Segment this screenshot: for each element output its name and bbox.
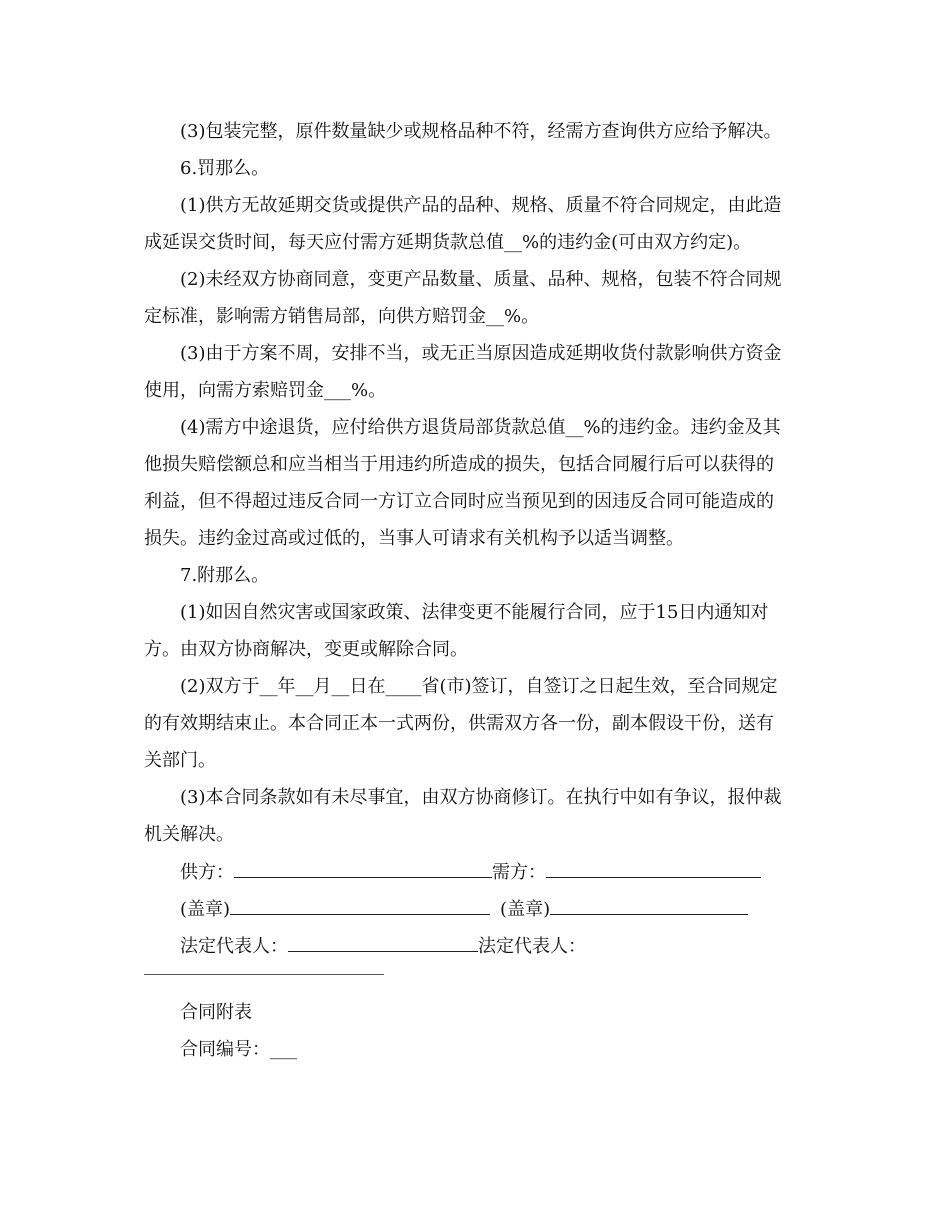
signature-row-seals — [180, 896, 748, 923]
paragraph: 成延误交货时间，每天应付需方延期货款总值__%的违约金(可由双方约定)。 — [144, 232, 752, 253]
paragraph: (3)包装完整，原件数量缺少或规格品种不符，经需方查询供方应给予解决。 — [180, 121, 782, 142]
buyer-seal-line — [550, 896, 748, 915]
seal-label-supplier: (盖章) — [180, 899, 231, 920]
buyer-signature-line — [546, 859, 761, 878]
seal-label-buyer: (盖章) — [500, 899, 551, 920]
signature-row-representatives — [180, 933, 586, 960]
supplier-signature-line — [234, 859, 492, 878]
paragraph: (2)未经双方协商同意，变更产品数量、质量、品种、规格，包装不符合同规 — [180, 269, 782, 290]
appendix-title: 合同附表 — [180, 1002, 252, 1023]
footnote-divider — [144, 974, 384, 975]
paragraph: (1)如因自然灾害或国家政策、法律变更不能履行合同，应于15日内通知对 — [180, 602, 769, 623]
section-heading: 7.附那么。 — [180, 565, 270, 586]
signature-row-parties — [180, 859, 761, 886]
paragraph: 关部门。 — [144, 750, 216, 771]
paragraph: (3)由于方案不周，安排不当，或无正当原因造成延期收货付款影响供方资金 — [180, 343, 782, 364]
buyer-label: 需方： — [492, 862, 546, 883]
contract-number: 合同编号：___ — [180, 1039, 297, 1060]
paragraph: 机关解决。 — [144, 824, 234, 845]
paragraph: 的有效期结束止。本合同正本一式两份，供需双方各一份，副本假设干份，送有 — [144, 713, 774, 734]
paragraph: 使用，向需方索赔罚金___%。 — [144, 380, 387, 401]
supplier-label: 供方： — [180, 862, 234, 883]
supplier-seal-line — [230, 896, 490, 915]
supplier-rep-line — [288, 933, 478, 952]
paragraph: 他损失赔偿额总和应当相当于用违约所造成的损失，包括合同履行后可以获得的 — [144, 454, 774, 475]
paragraph: 损失。违约金过高或过低的，当事人可请求有关机构予以适当调整。 — [144, 528, 684, 549]
paragraph: (3)本合同条款如有未尽事宜，由双方协商修订。在执行中如有争议，报仲裁 — [180, 787, 782, 808]
paragraph: 利益，但不得超过违反合同一方订立合同时应当预见到的因违反合同可能造成的 — [144, 491, 774, 512]
rep-label-buyer: 法定代表人： — [478, 936, 586, 957]
paragraph: (1)供方无故延期交货或提供产品的品种、规格、质量不符合同规定，由此造 — [180, 195, 782, 216]
section-heading: 6.罚那么。 — [180, 158, 270, 179]
paragraph: 定标准，影响需方销售局部，向供方赔罚金__%。 — [144, 306, 540, 327]
rep-label-supplier: 法定代表人： — [180, 936, 288, 957]
paragraph: (2)双方于__年__月__日在____省(市)签订，自签订之日起生效，至合同规定 — [180, 676, 778, 697]
paragraph: 方。由双方协商解决，变更或解除合同。 — [144, 639, 468, 660]
paragraph: (4)需方中途退货，应付给供方退货局部货款总值__%的违约金。违约金及其 — [180, 417, 781, 438]
